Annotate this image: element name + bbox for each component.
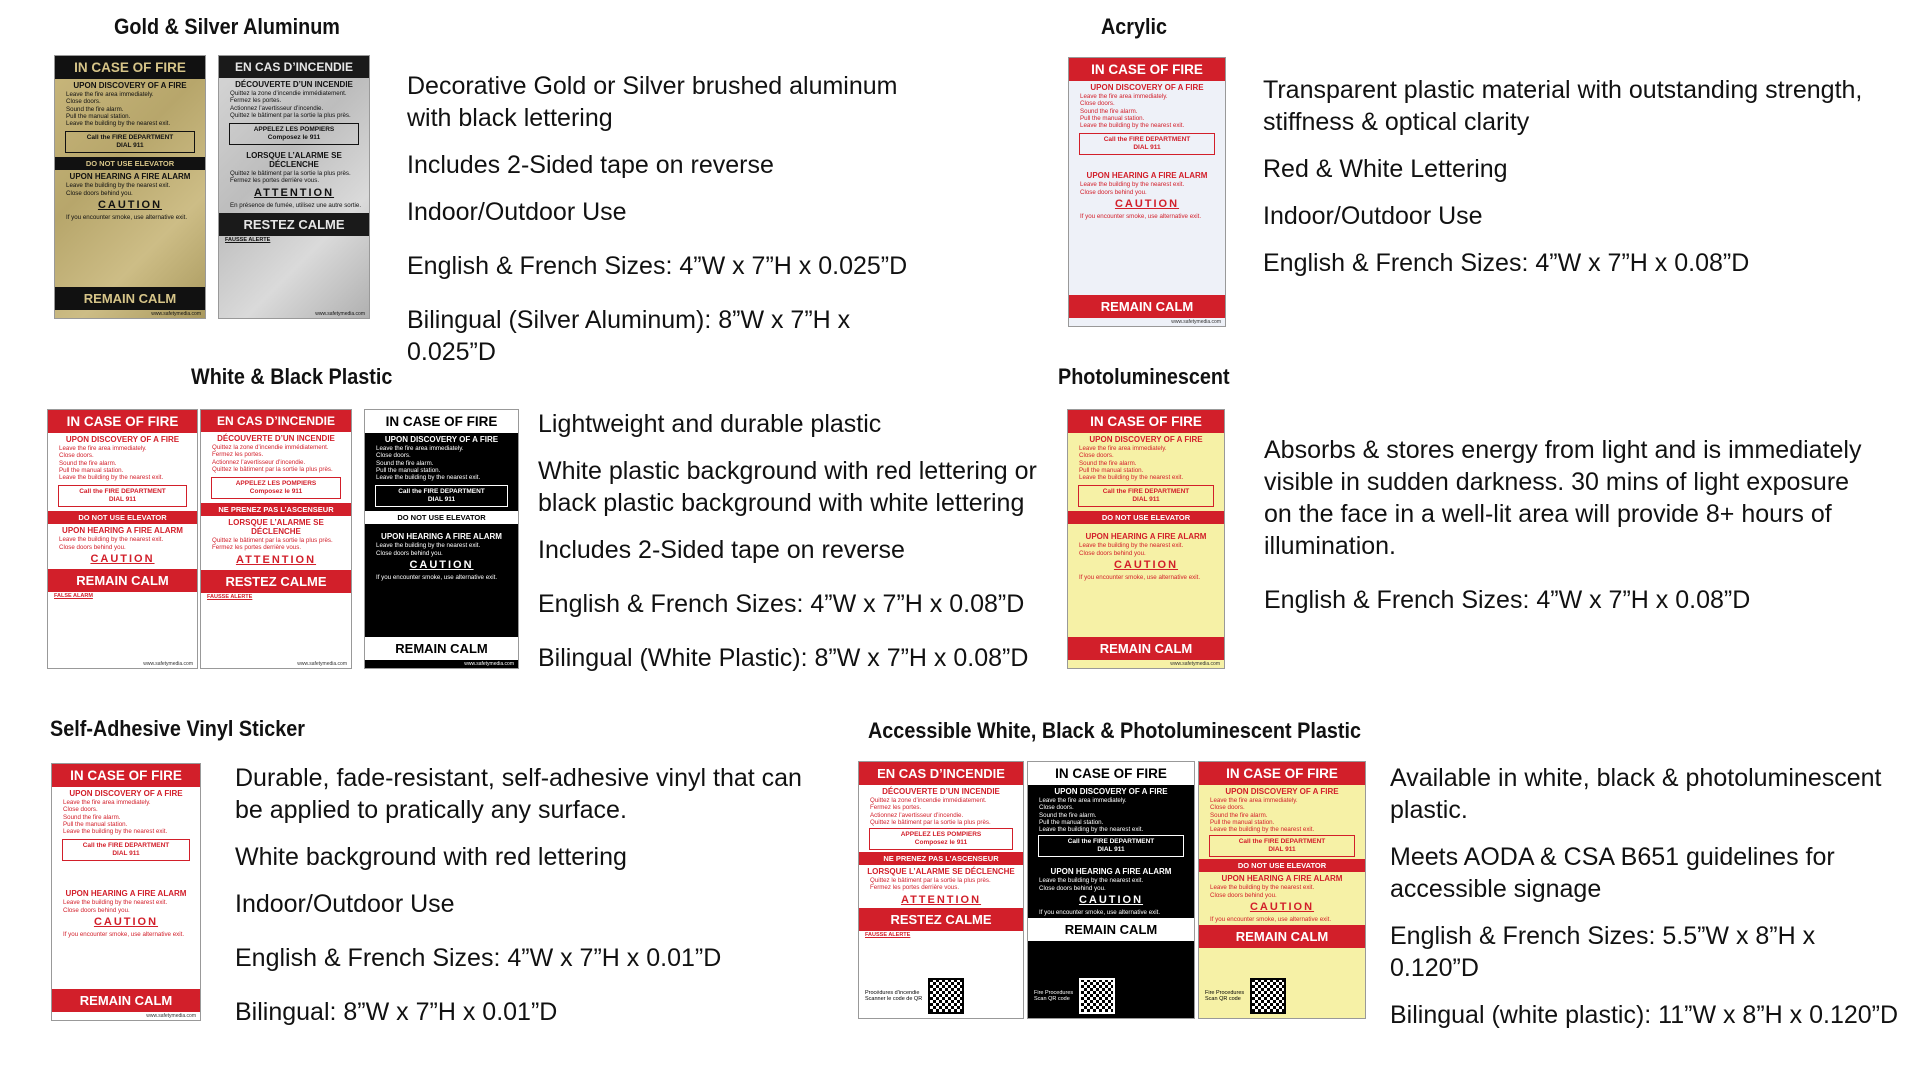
sign-call-box: Call the FIRE DEPARTMENT DIAL 911: [1038, 835, 1184, 857]
sign-subheading: UPON DISCOVERY OF A FIRE: [65, 435, 180, 444]
description-line: Bilingual (Silver Aluminum): 8”W x 7”H x 0.025”D: [407, 306, 851, 366]
sign-footer: www.safetymedia.com: [143, 661, 193, 667]
sign-call-box: Call the FIRE DEPARTMENT DIAL 911: [375, 485, 508, 507]
sign-body-text: En présence de fumée, utilisez une autre sortie.: [230, 201, 362, 209]
description-line: English & French Sizes: 4”W x 7”H x 0.08”D: [1263, 249, 1750, 277]
sign-remain-calm: REMAIN CALM: [55, 287, 205, 310]
sign-body-text: Leave the fire area immediately. Close doors. Sound the fire alarm. Pull the manual station. Leave the building by the nearest exit.: [376, 445, 481, 482]
sign-photoluminescent-english: [1067, 409, 1225, 669]
sign-subheading: LORSQUE L’ALARME SE DÉCLENCHE: [867, 867, 1015, 877]
sign-subheading: DÉCOUVERTE D’UN INCENDIE: [235, 80, 353, 89]
sign-body-text: Leave the fire area immediately. Close doors. Sound the fire alarm. Pull the manual station. Leave the building by the nearest exit.: [63, 799, 168, 836]
sign-header: IN CASE OF FIRE: [48, 410, 197, 433]
sign-body-text: Quittez la zone d’incendie immédiatement. Fermez les portes. Actionnez l’avertisseur d’incendie. Quittez le bâtiment par la sortie la plus près.: [230, 90, 351, 119]
sign-body-text: Quittez le bâtiment par la sortie la plus près. Fermez les portes derrière vous.: [870, 877, 991, 892]
section-title-accessible: Accessible White, Black & Photoluminescent Plastic: [868, 718, 1361, 743]
sign-acrylic-english: [1068, 57, 1226, 327]
braille-panel: [1199, 974, 1365, 1018]
sign-gold-english: [54, 55, 206, 319]
description-line: White background with red lettering: [235, 843, 627, 871]
sign-vinyl-english: [51, 763, 201, 1021]
sign-header: IN CASE OF FIRE: [1068, 410, 1224, 433]
description-line: Absorbs & stores energy from light and is immediately visible in sudden darkness. 30 mins of light exposure on the face in a well-lit area will provide 8+ hours of illumination.: [1264, 436, 1862, 560]
sign-subheading: UPON DISCOVERY OF A FIRE: [1089, 435, 1203, 444]
sign-body-text: Quittez le bâtiment par la sortie la plus près. Fermez les portes derrière vous.: [212, 537, 333, 552]
sign-body-text: Leave the fire area immediately. Close doors. Sound the fire alarm. Pull the manual station. Leave the building by the nearest exit.: [66, 91, 171, 128]
sign-elevator-bar: DO NOT USE ELEVATOR: [365, 511, 518, 524]
sign-header: IN CASE OF FIRE: [1069, 58, 1225, 81]
description-line: Indoor/Outdoor Use: [235, 890, 455, 918]
sign-subheading: UPON DISCOVERY OF A FIRE: [1054, 787, 1168, 796]
sign-body-text: Leave the fire area immediately. Close doors. Sound the fire alarm. Pull the manual station. Leave the building by the nearest exit.: [59, 445, 164, 482]
sign-remain-calm: REMAIN CALM: [48, 569, 197, 592]
sign-subheading: UPON HEARING A FIRE ALARM: [65, 889, 187, 899]
sign-remain-calm: RESTEZ CALME: [201, 570, 351, 593]
description-line: Includes 2-Sided tape on reverse: [407, 151, 774, 179]
sign-remain-calm: RESTEZ CALME: [859, 908, 1023, 931]
sign-elevator-bar: DO NOT USE ELEVATOR: [1068, 511, 1224, 524]
sign-call-box: APPELEZ LES POMPIERS Composez le 911: [229, 123, 359, 145]
sign-footer: www.safetymedia.com: [464, 661, 514, 667]
sign-header: EN CAS D’INCENDIE: [219, 56, 369, 78]
sign-elevator-bar: DO NOT USE ELEVATOR: [1199, 859, 1365, 872]
section-title-photoluminescent: Photoluminescent: [1058, 364, 1230, 389]
description-line: Bilingual (White Plastic): 8”W x 7”H x 0.08”D: [538, 644, 1029, 672]
description-accessible: [1390, 762, 1910, 1046]
sign-subheading: UPON HEARING A FIRE ALARM: [69, 172, 191, 182]
sign-accessible-black-english: [1027, 761, 1195, 1019]
sign-subheading: UPON DISCOVERY OF A FIRE: [69, 789, 183, 798]
sign-call-box: Call the FIRE DEPARTMENT DIAL 911: [65, 131, 195, 153]
sign-remain-calm: REMAIN CALM: [1199, 925, 1365, 948]
sign-caution: CAUTION: [1078, 894, 1144, 907]
sign-subheading: UPON DISCOVERY OF A FIRE: [1225, 787, 1339, 796]
sign-body-text: Leave the building by the nearest exit. Close doors behind you.: [59, 536, 164, 551]
description-line: English & French Sizes: 4”W x 7”H x 0.08”D: [538, 590, 1025, 618]
sign-subheading: UPON DISCOVERY OF A FIRE: [1090, 83, 1204, 92]
sign-remain-calm: REMAIN CALM: [1069, 295, 1225, 318]
qr-code-icon: [928, 978, 964, 1014]
sign-false-alarm: FAUSSE ALERTE: [225, 237, 271, 244]
sign-subheading: LORSQUE L’ALARME SE DÉCLENCHE: [246, 151, 342, 170]
sign-call-box: Call the FIRE DEPARTMENT DIAL 911: [1209, 835, 1355, 857]
description-line: Includes 2-Sided tape on reverse: [538, 536, 905, 564]
sign-procedures: Procédures d’incendie Scanner le code de QR: [865, 989, 923, 1002]
sign-remain-calm: REMAIN CALM: [365, 637, 518, 660]
sign-caution: CAUTION: [90, 553, 155, 566]
sign-call-box: Call the FIRE DEPARTMENT DIAL 911: [1078, 485, 1214, 507]
sign-elevator-bar: DO NOT USE ELEVATOR: [55, 157, 205, 170]
sign-caution: CAUTION: [1249, 901, 1315, 914]
sign-body-text: Leave the building by the nearest exit. Close doors behind you.: [66, 182, 171, 197]
sign-subheading: UPON DISCOVERY OF A FIRE: [73, 81, 187, 90]
braille-panel: [859, 974, 1023, 1018]
description-white-black: [538, 408, 1038, 689]
sign-false-alarm: FALSE ALARM: [54, 593, 93, 600]
description-line: Meets AODA & CSA B651 guidelines for accessible signage: [1390, 843, 1835, 903]
sign-header: IN CASE OF FIRE: [55, 56, 205, 79]
sign-remain-calm: RESTEZ CALME: [219, 213, 369, 236]
description-line: Transparent plastic material with outstanding strength, stiffness & optical clarity: [1263, 76, 1863, 136]
sign-elevator-bar: NE PRENEZ PAS L’ASCENSEUR: [201, 503, 351, 516]
description-line: English & French Sizes: 4”W x 7”H x 0.025”D: [407, 252, 908, 280]
section-title-acrylic: Acrylic: [1101, 14, 1168, 39]
sign-false-alarm: FAUSSE ALERTE: [207, 593, 253, 600]
sign-subheading: UPON HEARING A FIRE ALARM: [1085, 532, 1207, 542]
sign-remain-calm: REMAIN CALM: [1068, 637, 1224, 660]
sign-body-text: If you encounter smoke, use alternative exit.: [1080, 213, 1202, 221]
sign-body-text: If you encounter smoke, use alternative exit.: [1079, 574, 1201, 582]
sign-footer: www.safetymedia.com: [1170, 661, 1220, 667]
description-line: Bilingual (white plastic): 11”W x 8”H x 0.120”D: [1390, 1001, 1899, 1029]
sign-caution: CAUTION: [1113, 559, 1179, 572]
sign-call-box: Call the FIRE DEPARTMENT DIAL 911: [58, 485, 187, 507]
sign-body-text: Leave the building by the nearest exit. Close doors behind you.: [63, 899, 168, 914]
sign-caution: ATTENTION: [253, 186, 335, 199]
sign-footer: www.safetymedia.com: [151, 311, 201, 317]
sign-body-text: If you encounter smoke, use alternative exit.: [376, 574, 498, 582]
sign-subheading: UPON HEARING A FIRE ALARM: [1086, 171, 1208, 181]
sign-body-text: Leave the fire area immediately. Close doors. Sound the fire alarm. Pull the manual station. Leave the building by the nearest exit.: [1210, 797, 1315, 834]
sign-header: IN CASE OF FIRE: [365, 410, 518, 433]
sign-body-text: Leave the fire area immediately. Close doors. Sound the fire alarm. Pull the manual station. Leave the building by the nearest exit.: [1079, 445, 1184, 482]
sign-header: IN CASE OF FIRE: [1199, 762, 1365, 785]
sign-body-text: If you encounter smoke, use alternative exit.: [66, 214, 188, 222]
sign-call-box: APPELEZ LES POMPIERS Composez le 911: [211, 477, 341, 499]
sign-body-text: Leave the fire area immediately. Close doors. Sound the fire alarm. Pull the manual station. Leave the building by the nearest exit.: [1039, 797, 1144, 834]
description-line: Indoor/Outdoor Use: [407, 198, 627, 226]
sign-caution: CAUTION: [1114, 198, 1180, 211]
description-gold-silver: [407, 70, 927, 383]
section-title-gold-silver: Gold & Silver Aluminum: [114, 14, 340, 39]
sign-subheading: DÉCOUVERTE D’UN INCENDIE: [882, 787, 1000, 796]
sign-body-text: Leave the building by the nearest exit. Close doors behind you.: [1080, 181, 1185, 196]
sign-silver-french: [218, 55, 370, 319]
sign-body-text: If you encounter smoke, use alternative exit.: [63, 931, 185, 939]
description-line: Lightweight and durable plastic: [538, 410, 882, 438]
sign-accessible-white-french: [858, 761, 1024, 1019]
sign-white-english: [47, 409, 198, 669]
sign-subheading: UPON DISCOVERY OF A FIRE: [384, 435, 499, 444]
sign-header: IN CASE OF FIRE: [52, 764, 200, 787]
sign-body-text: Quittez la zone d’incendie immédiatement. Fermez les portes. Actionnez l’avertisseur d’incendie. Quittez le bâtiment par la sortie la plus près.: [212, 444, 333, 473]
sign-caution: CAUTION: [97, 199, 163, 212]
sign-procedures: Fire Procedures Scan QR code: [1205, 989, 1245, 1002]
sign-subheading: UPON HEARING A FIRE ALARM: [1050, 867, 1172, 877]
sign-subheading: UPON HEARING A FIRE ALARM: [62, 526, 183, 536]
sign-elevator-bar: DO NOT USE ELEVATOR: [48, 511, 197, 524]
sign-white-french: [200, 409, 352, 669]
description-line: Indoor/Outdoor Use: [1263, 202, 1483, 230]
section-title-vinyl: Self-Adhesive Vinyl Sticker: [50, 716, 305, 741]
description-line: Red & White Lettering: [1263, 155, 1508, 183]
sign-call-box: Call the FIRE DEPARTMENT DIAL 911: [62, 839, 190, 861]
sign-call-box: Call the FIRE DEPARTMENT DIAL 911: [1079, 133, 1215, 155]
sign-body-text: Quittez la zone d’incendie immédiatement. Fermez les portes. Actionnez l’avertisseur d’incendie. Quittez le bâtiment par la sortie la plus près.: [870, 797, 991, 826]
sign-caution: ATTENTION: [235, 553, 317, 566]
sign-header: IN CASE OF FIRE: [1028, 762, 1194, 785]
braille-panel: [1028, 974, 1194, 1018]
sign-body-text: Leave the building by the nearest exit. Close doors behind you.: [1079, 542, 1184, 557]
qr-code-icon: [1250, 978, 1286, 1014]
qr-code-icon: [1079, 978, 1115, 1014]
sign-body-text: Quittez le bâtiment par la sortie la plus près. Fermez les portes derrière vous.: [230, 170, 351, 185]
description-line: English & French Sizes: 4”W x 7”H x 0.08”D: [1264, 586, 1751, 614]
sign-header: EN CAS D’INCENDIE: [201, 410, 351, 432]
sign-elevator-bar: NE PRENEZ PAS L’ASCENSEUR: [859, 852, 1023, 865]
sign-header: EN CAS D’INCENDIE: [859, 762, 1023, 785]
sign-caution: CAUTION: [93, 916, 159, 929]
sign-subheading: UPON HEARING A FIRE ALARM: [1221, 874, 1343, 884]
description-line: Durable, fade-resistant, self-adhesive vinyl that can be applied to pratically any surface.: [235, 764, 802, 824]
description-line: Bilingual: 8”W x 7”H x 0.01”D: [235, 998, 558, 1026]
sign-footer: www.safetymedia.com: [146, 1013, 196, 1019]
description-line: English & French Sizes: 5.5”W x 8”H x 0.120”D: [1390, 922, 1816, 982]
sign-accessible-photoluminescent-english: [1198, 761, 1366, 1019]
sign-body-text: Leave the building by the nearest exit. Close doors behind you.: [1210, 884, 1315, 899]
sign-subheading: UPON HEARING A FIRE ALARM: [381, 532, 502, 542]
description-vinyl: [235, 762, 815, 1043]
sign-body-text: If you encounter smoke, use alternative exit.: [1210, 916, 1332, 924]
sign-remain-calm: REMAIN CALM: [52, 989, 200, 1012]
sign-black-english: [364, 409, 519, 669]
sign-subheading: LORSQUE L’ALARME SE DÉCLENCHE: [228, 518, 324, 537]
description-line: White plastic background with red lettering or black plastic background with white lettering: [538, 457, 1037, 517]
section-title-white-black: White & Black Plastic: [191, 364, 393, 389]
sign-footer: www.safetymedia.com: [315, 311, 365, 317]
sign-body-text: Leave the fire area immediately. Close doors. Sound the fire alarm. Pull the manual station. Leave the building by the nearest exit.: [1080, 93, 1185, 130]
sign-footer: www.safetymedia.com: [1171, 319, 1221, 325]
sign-call-box: APPELEZ LES POMPIERS Composez le 911: [869, 828, 1013, 850]
sign-footer: www.safetymedia.com: [297, 661, 347, 667]
sign-body-text: Leave the building by the nearest exit. Close doors behind you.: [1039, 877, 1144, 892]
description-line: Available in white, black & photoluminescent plastic.: [1390, 764, 1882, 824]
sign-subheading: DÉCOUVERTE D’UN INCENDIE: [217, 434, 335, 443]
sign-false-alarm: FAUSSE ALERTE: [865, 931, 911, 938]
description-line: Decorative Gold or Silver brushed aluminum with black lettering: [407, 72, 898, 132]
sign-procedures: Fire Procedures Scan QR code: [1034, 989, 1074, 1002]
sign-body-text: If you encounter smoke, use alternative exit.: [1039, 909, 1161, 917]
sign-remain-calm: REMAIN CALM: [1028, 918, 1194, 941]
sign-caution: CAUTION: [409, 559, 474, 572]
sign-caution: ATTENTION: [900, 893, 982, 906]
description-acrylic: [1263, 74, 1883, 294]
description-photoluminescent: [1264, 434, 1864, 631]
description-line: English & French Sizes: 4”W x 7”H x 0.01”D: [235, 944, 722, 972]
sign-body-text: Leave the building by the nearest exit. Close doors behind you.: [376, 542, 481, 557]
